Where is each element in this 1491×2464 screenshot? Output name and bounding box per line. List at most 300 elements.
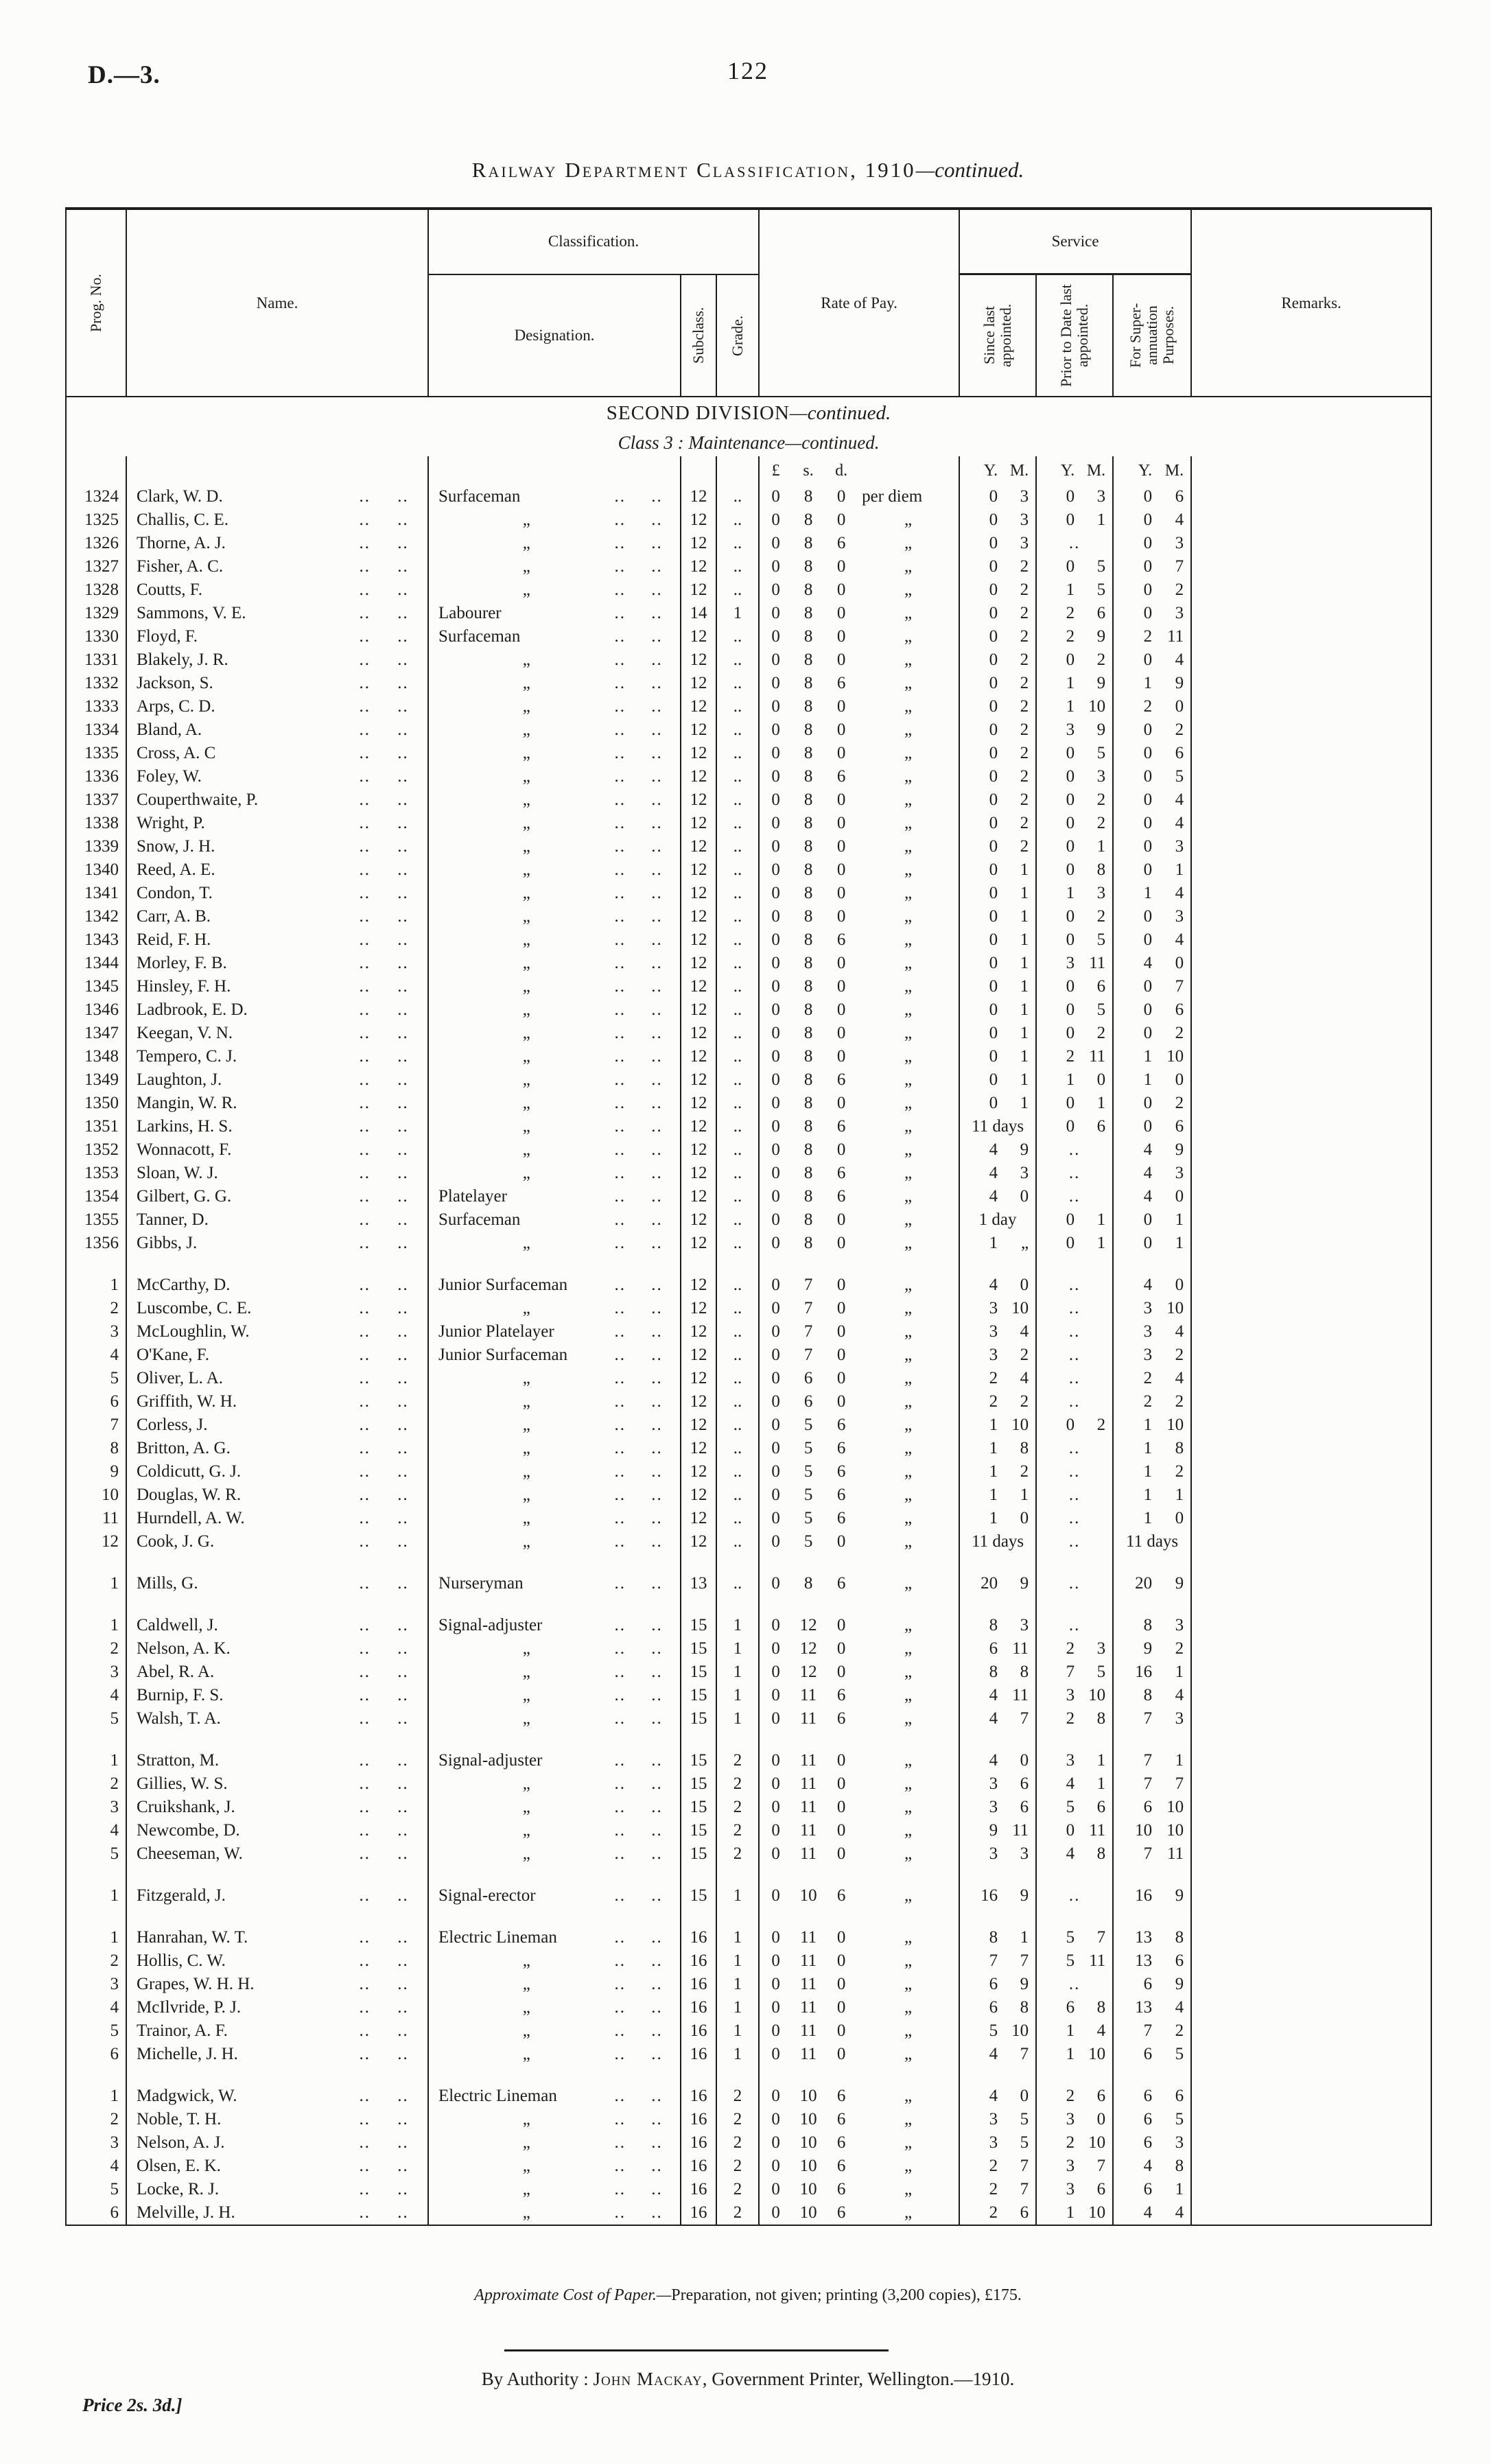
pay-shillings-cell: 10: [799, 2180, 817, 2198]
pay-shillings-cell: 11: [800, 1798, 817, 1816]
prog-no-cell: 1352: [66, 1138, 126, 1162]
pay-unit-cell: „: [858, 718, 959, 742]
name-dots-cell: ..: [379, 2201, 428, 2225]
subclass-cell: 12: [681, 625, 716, 648]
grade-cell: ..: [716, 1185, 759, 1208]
pay-pounds-cell: 0: [771, 930, 780, 949]
document-reference: D.—3.: [88, 61, 161, 89]
prog-no-cell: 1349: [66, 1068, 126, 1092]
name-cell: Ladbrook, E. D. ..: [137, 1000, 371, 1019]
spacer-cell: [428, 1908, 634, 1926]
designation-cell: Signal-adjuster ..: [438, 1751, 626, 1770]
units-cell: Y. M.: [1036, 456, 1113, 485]
name-cell: Sloan, W. J. ..: [137, 1164, 371, 1182]
designation-cell: „ ..: [522, 1486, 626, 1504]
subclass-cell: 12: [681, 1344, 716, 1367]
service-prior-cell: 0 11: [1036, 1819, 1113, 1842]
service-prior-cell: 6 8: [1036, 1996, 1113, 2019]
pay-shillings-cell: 8: [803, 627, 813, 646]
designation-dots-cell: ..: [634, 975, 681, 998]
authority-printer-name: John Mackay: [593, 2369, 703, 2389]
pay-unit-cell: „: [858, 1162, 959, 1185]
subclass-cell: 16: [681, 2131, 716, 2155]
designation-dots-cell: ..: [634, 1684, 681, 1707]
spacer-cell: [428, 1866, 634, 1884]
pay-pence-cell: 6: [836, 2087, 846, 2105]
spacer-cell: [792, 1595, 825, 1614]
service-prior-cell: ..: [1036, 1614, 1113, 1637]
name-dots-cell: ..: [379, 485, 428, 508]
designation-cell: „ ..: [522, 1532, 626, 1551]
grade-cell: ..: [716, 858, 759, 882]
service-prior-cell: 1 0: [1036, 1068, 1113, 1092]
pay-unit-cell: „: [858, 882, 959, 905]
units-cell: [126, 456, 379, 485]
prog-no-cell: 1340: [66, 858, 126, 882]
service-since-cell: 0 1: [959, 1045, 1036, 1068]
grade-cell: ..: [716, 1208, 759, 1232]
spacer-cell: [428, 1553, 634, 1572]
subclass-cell: 12: [681, 742, 716, 765]
table-row: [66, 1437, 1431, 1460]
pay-unit-cell: „: [858, 742, 959, 765]
pay-pence-cell: 0: [836, 2021, 846, 2040]
name-dots-cell: ..: [379, 2131, 428, 2155]
pay-pounds-cell: 0: [771, 1392, 780, 1411]
designation-cell: „ ..: [522, 2021, 626, 2040]
grade-cell: 1: [716, 1661, 759, 1684]
pay-shillings-cell: 11: [800, 1998, 817, 2017]
service-since-cell: 3 5: [959, 2131, 1036, 2155]
subclass-cell: 12: [681, 695, 716, 718]
service-super-cell: 0 6: [1113, 742, 1191, 765]
pay-shillings-cell: 8: [803, 1140, 813, 1159]
pay-pounds-cell: 0: [771, 2133, 780, 2152]
designation-cell: Nurseryman ..: [438, 1574, 626, 1593]
grade-cell: 2: [716, 1749, 759, 1772]
pay-pounds-cell: 0: [771, 790, 780, 809]
service-since-cell: 7 7: [959, 1949, 1036, 1973]
pay-unit-cell: „: [858, 1661, 959, 1684]
section-heading-row: [66, 397, 1431, 429]
prog-no-cell: 1356: [66, 1232, 126, 1255]
spacer-cell: [1113, 1730, 1191, 1749]
remarks-cell: [1191, 905, 1431, 928]
pay-pounds-cell: 0: [771, 1416, 780, 1434]
spacer-cell: [126, 2066, 379, 2085]
pay-pounds-cell: 0: [771, 1439, 780, 1457]
subclass-cell: 12: [681, 1232, 716, 1255]
designation-dots-cell: ..: [634, 1437, 681, 1460]
prog-no-cell: 1345: [66, 975, 126, 998]
service-super-cell: 11 days: [1113, 1530, 1191, 1553]
prog-no-cell: 10: [66, 1483, 126, 1507]
subclass-cell: 12: [681, 1185, 716, 1208]
grade-cell: ..: [716, 1572, 759, 1595]
prog-no-cell: 1341: [66, 882, 126, 905]
spacer-cell: [379, 1553, 428, 1572]
pay-pence-cell: 0: [836, 1000, 846, 1019]
name-dots-cell: ..: [379, 555, 428, 578]
table-row: [66, 1749, 1431, 1772]
grade-cell: ..: [716, 788, 759, 812]
service-prior-cell: 7 5: [1036, 1661, 1113, 1684]
name-cell: O'Kane, F. ..: [137, 1346, 371, 1364]
spacer-cell: [681, 1553, 716, 1572]
prog-no-cell: 1326: [66, 532, 126, 555]
name-cell: Wonnacott, F. ..: [137, 1140, 371, 1159]
service-since-cell: 3 10: [959, 1297, 1036, 1320]
table-row: [66, 2131, 1431, 2155]
pay-shillings-cell: 10: [799, 2133, 817, 2152]
remarks-cell: [1191, 1092, 1431, 1115]
service-since-cell: 6 8: [959, 1996, 1036, 2019]
pay-unit-cell: „: [858, 1973, 959, 1996]
pay-unit-cell: „: [858, 648, 959, 672]
pay-shillings-cell: 8: [803, 697, 813, 716]
subclass-cell: 15: [681, 1796, 716, 1819]
pay-pounds-cell: 0: [771, 907, 780, 926]
pay-shillings-cell: 8: [803, 837, 813, 856]
table-row: [66, 1772, 1431, 1796]
remarks-cell: [1191, 1390, 1431, 1413]
table-row: [66, 1022, 1431, 1045]
name-dots-cell: ..: [379, 1437, 428, 1460]
service-prior-cell: ..: [1036, 1390, 1113, 1413]
subclass-cell: 15: [681, 1749, 716, 1772]
designation-cell: Surfaceman ..: [438, 1210, 626, 1229]
pay-pence-cell: 0: [836, 1024, 846, 1042]
service-super-cell: 1 2: [1113, 1460, 1191, 1483]
remarks-cell: [1191, 1413, 1431, 1437]
service-prior-cell: 0 1: [1036, 508, 1113, 532]
subclass-cell: 12: [681, 1274, 716, 1297]
spacer-cell: [858, 1595, 959, 1614]
col-header-prior-to-date: Prior to Date last appointed.: [1036, 274, 1113, 397]
table-row: [66, 742, 1431, 765]
grade-cell: ..: [716, 765, 759, 788]
prog-no-cell: 6: [66, 1390, 126, 1413]
table-row: [66, 1390, 1431, 1413]
pay-pence-cell: 0: [836, 1322, 846, 1341]
grade-cell: ..: [716, 1232, 759, 1255]
name-cell: Couperthwaite, P. ..: [137, 790, 371, 809]
spacer-cell: [825, 1730, 858, 1749]
prog-no-cell: 2: [66, 1297, 126, 1320]
grade-cell: ..: [716, 578, 759, 602]
service-prior-cell: 0 2: [1036, 905, 1113, 928]
name-dots-cell: ..: [379, 1707, 428, 1730]
remarks-cell: [1191, 578, 1431, 602]
designation-dots-cell: ..: [634, 2131, 681, 2155]
pay-pence-cell: 6: [836, 767, 846, 786]
table-row: [66, 718, 1431, 742]
grade-cell: 2: [716, 1796, 759, 1819]
service-since-cell: 2 7: [959, 2155, 1036, 2178]
designation-cell: „ ..: [522, 1975, 626, 1993]
remarks-cell: [1191, 1068, 1431, 1092]
grade-cell: ..: [716, 1344, 759, 1367]
prog-no-cell: 7: [66, 1413, 126, 1437]
designation-dots-cell: ..: [634, 1232, 681, 1255]
pay-pounds-cell: 0: [771, 534, 780, 552]
table-row: [66, 1413, 1431, 1437]
pay-shillings-cell: 5: [803, 1416, 813, 1434]
service-prior-cell: 1 10: [1036, 2043, 1113, 2066]
name-cell: Madgwick, W. ..: [137, 2087, 371, 2105]
prog-no-cell: 3: [66, 1320, 126, 1344]
service-super-cell: 0 2: [1113, 718, 1191, 742]
service-super-cell: 3 2: [1113, 1344, 1191, 1367]
pay-pence-cell: 0: [836, 1751, 846, 1770]
designation-dots-cell: ..: [634, 625, 681, 648]
service-since-cell: 2 6: [959, 2201, 1036, 2225]
designation-dots-cell: ..: [634, 2085, 681, 2108]
service-super-cell: 1 0: [1113, 1507, 1191, 1530]
pay-pence-cell: 0: [836, 1616, 846, 1634]
designation-cell: „ ..: [522, 1844, 626, 1863]
service-since-cell: 9 11: [959, 1819, 1036, 1842]
spacer-cell: [126, 1553, 379, 1572]
spacer-cell: [379, 1908, 428, 1926]
remarks-cell: [1191, 718, 1431, 742]
pay-shillings-cell: 11: [800, 2045, 817, 2063]
pay-pence-cell: 6: [836, 1416, 846, 1434]
spacer-cell: [1113, 1553, 1191, 1572]
subclass-cell: 15: [681, 1842, 716, 1866]
service-super-cell: 6 3: [1113, 2131, 1191, 2155]
grade-cell: ..: [716, 1115, 759, 1138]
spacer-cell: [825, 1866, 858, 1884]
pay-pounds-cell: 0: [771, 1024, 780, 1042]
designation-dots-cell: ..: [634, 485, 681, 508]
grade-cell: 2: [716, 1842, 759, 1866]
table-row: [66, 928, 1431, 952]
name-dots-cell: ..: [379, 532, 428, 555]
subclass-cell: 13: [681, 1572, 716, 1595]
page-title-continued: —continued.: [915, 158, 1024, 182]
prog-no-cell: 4: [66, 1819, 126, 1842]
pay-pence-cell: 0: [836, 604, 846, 622]
remarks-cell: [1191, 1530, 1431, 1553]
spacer-cell: [825, 1595, 858, 1614]
designation-cell: „ ..: [522, 2203, 626, 2222]
pay-shillings-cell: 7: [803, 1299, 813, 1317]
col-header-superannuation: For Super-annuation Purposes.: [1113, 274, 1191, 397]
pay-pence-cell: 0: [836, 720, 846, 739]
designation-cell: „ ..: [522, 674, 626, 692]
spacer-cell: [681, 1908, 716, 1926]
service-since-cell: 5 10: [959, 2019, 1036, 2043]
name-cell: Laughton, J. ..: [137, 1070, 371, 1089]
pay-shillings-cell: 8: [803, 720, 813, 739]
service-super-cell: 2 0: [1113, 695, 1191, 718]
designation-cell: „ ..: [522, 1299, 626, 1317]
prog-no-cell: 1: [66, 1926, 126, 1949]
pay-pounds-cell: 0: [771, 1486, 780, 1504]
service-prior-cell: 5 6: [1036, 1796, 1113, 1819]
pay-pence-cell: 0: [836, 1844, 846, 1863]
spacer-cell: [716, 1866, 759, 1884]
service-super-cell: 2 2: [1113, 1390, 1191, 1413]
spacer-cell: [126, 1595, 379, 1614]
designation-cell: „ ..: [522, 1821, 626, 1840]
subclass-cell: 12: [681, 532, 716, 555]
table-row: [66, 1208, 1431, 1232]
prog-no-cell: 3: [66, 1661, 126, 1684]
service-super-cell: 0 3: [1113, 532, 1191, 555]
pay-unit-cell: „: [858, 1045, 959, 1068]
pay-unit-cell: „: [858, 602, 959, 625]
designation-cell: Junior Platelayer ..: [438, 1322, 626, 1341]
remarks-cell: [1191, 1819, 1431, 1842]
grade-cell: ..: [716, 835, 759, 858]
pay-pounds-cell: 0: [771, 1047, 780, 1066]
prog-no-cell: 1350: [66, 1092, 126, 1115]
pay-unit-cell: „: [858, 1996, 959, 2019]
service-since-cell: 0 3: [959, 485, 1036, 508]
grade-cell: ..: [716, 1274, 759, 1297]
name-cell: Trainor, A. F. ..: [137, 2021, 371, 2040]
col-header-rate-of-pay: Rate of Pay.: [759, 209, 959, 397]
grade-cell: 1: [716, 1996, 759, 2019]
designation-cell: „ ..: [522, 977, 626, 996]
prog-no-cell: 1337: [66, 788, 126, 812]
remarks-cell: [1191, 1297, 1431, 1320]
service-prior-cell: ..: [1036, 1162, 1113, 1185]
designation-cell: „ ..: [522, 1117, 626, 1136]
prog-no-cell: 1324: [66, 485, 126, 508]
remarks-cell: [1191, 882, 1431, 905]
pay-unit-cell: „: [858, 1320, 959, 1344]
designation-dots-cell: ..: [634, 1842, 681, 1866]
remarks-cell: [1191, 1749, 1431, 1772]
pay-pounds-cell: 0: [771, 1210, 780, 1229]
classification-table: [65, 207, 1432, 2226]
designation-dots-cell: ..: [634, 928, 681, 952]
designation-dots-cell: ..: [634, 1208, 681, 1232]
spacer-cell: [792, 1553, 825, 1572]
pay-pence-cell: 0: [836, 557, 846, 576]
service-super-cell: 8 4: [1113, 1684, 1191, 1707]
name-cell: Hollis, C. W. ..: [137, 1951, 371, 1970]
pay-shillings-cell: 8: [803, 511, 813, 529]
pay-unit-cell: „: [858, 835, 959, 858]
designation-cell: „ ..: [522, 767, 626, 786]
service-since-cell: 1 day: [959, 1208, 1036, 1232]
table-row: [66, 952, 1431, 975]
pay-shillings-cell: 8: [803, 650, 813, 669]
pay-unit-cell: „: [858, 1637, 959, 1661]
prog-no-cell: 1339: [66, 835, 126, 858]
service-super-cell: 0 3: [1113, 835, 1191, 858]
pay-unit-cell: „: [858, 2108, 959, 2131]
remarks-cell: [1191, 648, 1431, 672]
table-row: [66, 1274, 1431, 1297]
pay-shillings-cell: 10: [799, 2203, 817, 2222]
prog-no-cell: 1346: [66, 998, 126, 1022]
service-super-cell: 1 10: [1113, 1413, 1191, 1437]
designation-dots-cell: ..: [634, 718, 681, 742]
name-dots-cell: ..: [379, 952, 428, 975]
name-dots-cell: ..: [379, 1483, 428, 1507]
name-cell: Grapes, W. H. H. ..: [137, 1975, 371, 1993]
pay-pounds-cell: 0: [771, 604, 780, 622]
designation-dots-cell: ..: [634, 602, 681, 625]
service-prior-cell: 0 3: [1036, 485, 1113, 508]
service-since-cell: 8 8: [959, 1661, 1036, 1684]
spacer-cell: [759, 1866, 792, 1884]
pay-pence-cell: 6: [836, 2180, 846, 2198]
name-dots-cell: ..: [379, 2085, 428, 2108]
subclass-cell: 12: [681, 812, 716, 835]
grade-cell: ..: [716, 1320, 759, 1344]
pay-pounds-cell: 0: [771, 1821, 780, 1840]
spacer-cell: [825, 1255, 858, 1274]
service-super-cell: 7 3: [1113, 1707, 1191, 1730]
remarks-cell: [1191, 928, 1431, 952]
pay-pounds-cell: 0: [771, 650, 780, 669]
name-cell: Cook, J. G. ..: [137, 1532, 371, 1551]
designation-cell: „ ..: [522, 1709, 626, 1728]
pay-shillings-cell: 8: [803, 1574, 813, 1593]
subclass-cell: 16: [681, 2178, 716, 2201]
designation-cell: „ ..: [522, 1369, 626, 1387]
designation-cell: „ ..: [522, 1070, 626, 1089]
name-dots-cell: ..: [379, 1297, 428, 1320]
service-since-cell: 0 2: [959, 578, 1036, 602]
pay-unit-cell: „: [858, 1297, 959, 1320]
pay-unit-cell: „: [858, 2085, 959, 2108]
subclass-cell: 16: [681, 2108, 716, 2131]
designation-dots-cell: ..: [634, 952, 681, 975]
service-super-cell: 0 3: [1113, 905, 1191, 928]
service-since-cell: 0 1: [959, 1022, 1036, 1045]
grade-cell: 2: [716, 2131, 759, 2155]
prog-no-cell: 5: [66, 1842, 126, 1866]
name-dots-cell: ..: [379, 1413, 428, 1437]
name-cell: McCarthy, D. ..: [137, 1276, 371, 1294]
pay-unit-cell: „: [858, 695, 959, 718]
pay-unit-cell: „: [858, 1092, 959, 1115]
remarks-cell: [1191, 555, 1431, 578]
pay-shillings-cell: 11: [800, 1951, 817, 1970]
grade-cell: 1: [716, 1973, 759, 1996]
name-cell: Keegan, V. N. ..: [137, 1024, 371, 1042]
spacer-cell: [1113, 1866, 1191, 1884]
service-since-cell: 3 3: [959, 1842, 1036, 1866]
subclass-cell: 12: [681, 975, 716, 998]
pay-shillings-cell: 8: [803, 1070, 813, 1089]
name-dots-cell: ..: [379, 602, 428, 625]
designation-cell: „ ..: [522, 1686, 626, 1704]
service-since-cell: 0 1: [959, 975, 1036, 998]
remarks-cell: [1191, 1115, 1431, 1138]
designation-cell: Electric Lineman ..: [438, 1928, 626, 1947]
service-prior-cell: ..: [1036, 1437, 1113, 1460]
designation-cell: „ ..: [522, 2157, 626, 2175]
prog-no-cell: 1328: [66, 578, 126, 602]
service-prior-cell: 0 3: [1036, 765, 1113, 788]
service-prior-cell: ..: [1036, 1320, 1113, 1344]
remarks-cell: [1191, 1274, 1431, 1297]
subclass-cell: 15: [681, 1661, 716, 1684]
name-dots-cell: ..: [379, 695, 428, 718]
col-header-prog-no: Prog. No.: [66, 209, 126, 397]
name-cell: Olsen, E. K. ..: [137, 2157, 371, 2175]
table-row: [66, 812, 1431, 835]
grade-cell: ..: [716, 718, 759, 742]
